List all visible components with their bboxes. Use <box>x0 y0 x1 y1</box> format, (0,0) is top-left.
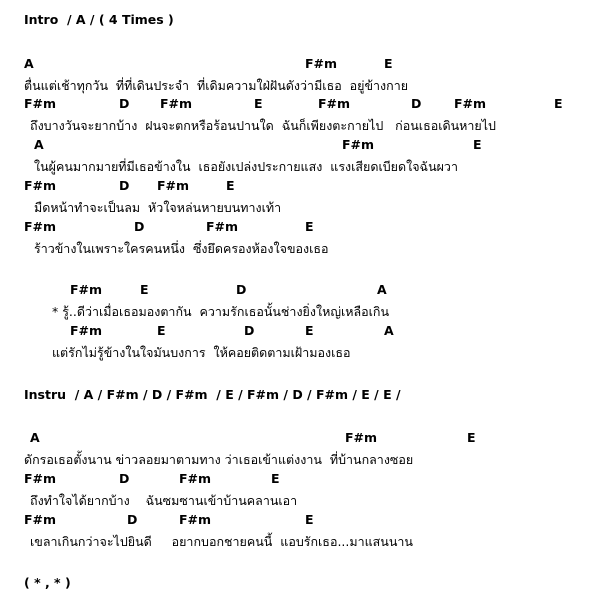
chord: F#m <box>157 178 190 193</box>
chord: E <box>140 282 149 297</box>
lyric-text: ร้าวข้างในเพราะใครคนหนึ่ง ซึ่งยึดครองห้องใจของเธอ <box>34 241 329 256</box>
verse1-chords-2 <box>0 96 600 116</box>
chord: F#m <box>318 96 351 111</box>
verse1-lyric-5 <box>0 239 600 259</box>
chord: A <box>24 56 34 71</box>
chord: E <box>254 96 263 111</box>
verse1-lyric-2 <box>0 116 600 136</box>
verse2-chords-3 <box>0 512 600 532</box>
chord: F#m <box>179 512 212 527</box>
chord: F#m <box>70 282 103 297</box>
verse1-chords-5 <box>0 219 600 239</box>
chord: D <box>236 282 247 297</box>
lyric-text: * รู้..ดีว่าเมื่อเธอมองตากัน ความรักเธอนั้นช่างยิ่งใหญ่เหลือเกิน <box>52 304 390 319</box>
chord: D <box>119 178 130 193</box>
instrumental-text: Instru / A / F#m / D / F#m / E / F#m / D / F#m / E / E / <box>24 387 401 402</box>
chord: F#m <box>24 178 57 193</box>
chord: F#m <box>345 430 378 445</box>
chord: F#m <box>160 96 193 111</box>
chord: A <box>34 137 44 152</box>
verse2-lyric-1 <box>0 450 600 470</box>
chorus-chords-2 <box>0 323 600 343</box>
chord: E <box>384 56 393 71</box>
chord: E <box>473 137 482 152</box>
chord: A <box>30 430 40 445</box>
intro-text: Intro / A / ( 4 Times ) <box>24 12 174 27</box>
chord: F#m <box>70 323 103 338</box>
chorus-lyric-2 <box>0 343 600 363</box>
chord: D <box>134 219 145 234</box>
lyric-text: เขลาเกินกว่าจะไปยินดี อยากบอกชายคนนี้ แอบรักเธอ...มาแสนนาน <box>30 534 413 549</box>
instrumental-line <box>0 387 600 407</box>
lyric-text: ดักรอเธอตั้งนาน ข่าวลอยมาตามทาง ว่าเธอเข้าแต่งงาน ที่บ้านกลางซอย <box>24 452 414 467</box>
verse1-chords-4 <box>0 178 600 198</box>
chord: E <box>305 512 314 527</box>
lyric-text: ตื่นแต่เช้าทุกวัน ที่ที่เดินประจำ ที่เดิมความใฝ่ฝันดังว่ามีเธอ อยู่ข้างกาย <box>24 78 409 93</box>
chord: E <box>226 178 235 193</box>
chorus-chords-1 <box>0 282 600 302</box>
chord: D <box>119 96 130 111</box>
chord: F#m <box>24 219 57 234</box>
chord: A <box>384 323 394 338</box>
lyric-text: ถึงทำใจได้ยากบ้าง ฉันซมซานเข้าบ้านคลานเอา <box>30 493 298 508</box>
chord: F#m <box>454 96 487 111</box>
chord: F#m <box>24 96 57 111</box>
lyric-text: มืดหน้าทำจะเป็นลม หัวใจหล่นหายบนทางเท้า <box>34 200 282 215</box>
chord: D <box>127 512 138 527</box>
chord: E <box>467 430 476 445</box>
chord: D <box>411 96 422 111</box>
chord: E <box>271 471 280 486</box>
chord: F#m <box>179 471 212 486</box>
lyric-text: ถึงบางวันจะยากบ้าง ฝนจะตกหรือร้อนปานใด ฉันก็เพียงตะกายไป ก่อนเธอเดินหายไป <box>30 118 496 133</box>
lyric-text: แต่รักไม่รู้ข้างในใจมันบงการ ให้คอยติดตามเฝ้ามองเธอ <box>52 345 351 360</box>
verse1-chords-3 <box>0 137 600 157</box>
chord: A <box>377 282 387 297</box>
verse1-lyric-1 <box>0 76 600 96</box>
chord: F#m <box>24 471 57 486</box>
chord: F#m <box>342 137 375 152</box>
chord: E <box>554 96 563 111</box>
chord: F#m <box>206 219 239 234</box>
chord: F#m <box>24 512 57 527</box>
verse1-lyric-3 <box>0 157 600 177</box>
verse2-lyric-3 <box>0 532 600 552</box>
verse2-chords-2 <box>0 471 600 491</box>
outro-text: ( * , * ) <box>24 575 71 590</box>
chord: D <box>119 471 130 486</box>
chord: E <box>305 219 314 234</box>
lyric-text: ในผู้คนมากมายที่มีเธอข้างใน เธอยังเปล่งประกายแสง แรงเสียดเบียดใจฉันผวา <box>34 159 458 174</box>
chord: F#m <box>305 56 338 71</box>
verse2-lyric-2 <box>0 491 600 511</box>
verse2-chords-1 <box>0 430 600 450</box>
verse1-lyric-4 <box>0 198 600 218</box>
chorus-lyric-1 <box>0 302 600 322</box>
verse1-chords-1 <box>0 56 600 76</box>
chord: E <box>305 323 314 338</box>
intro-line <box>0 12 600 32</box>
outro-line <box>0 575 600 595</box>
chord: D <box>244 323 255 338</box>
chord: E <box>157 323 166 338</box>
